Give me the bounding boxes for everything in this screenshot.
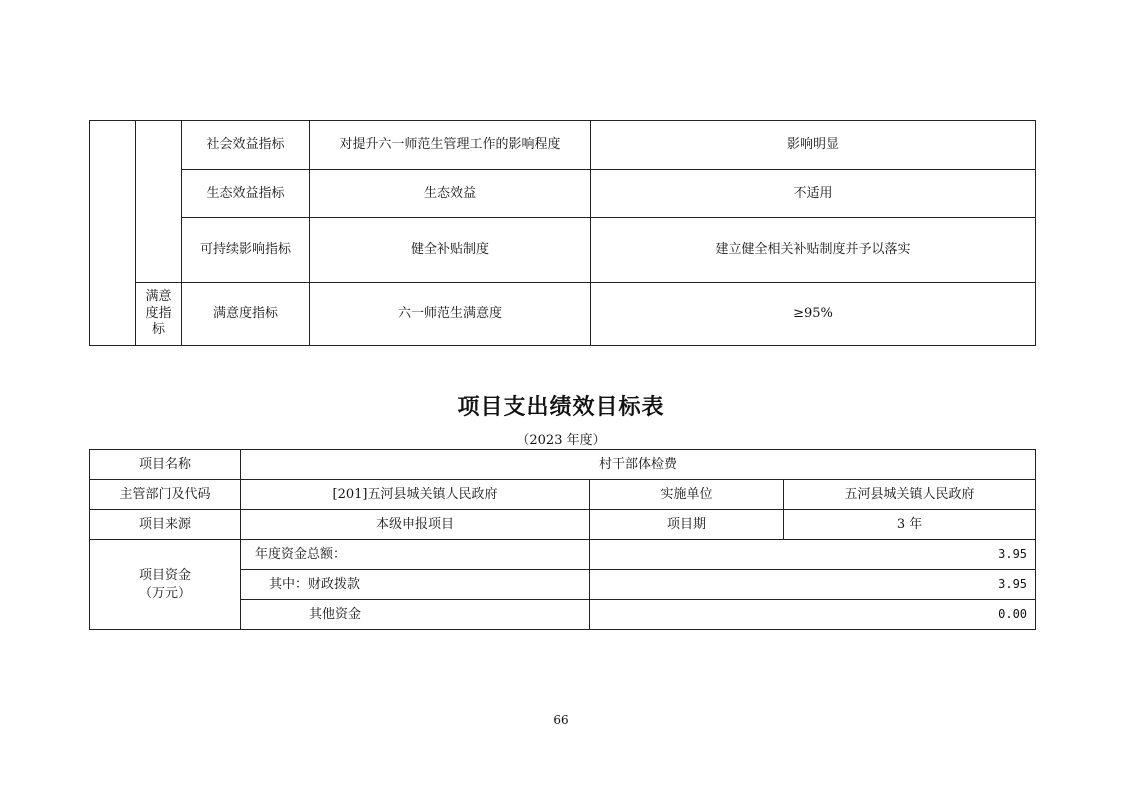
satisfaction-group-line: 标 [151,322,165,338]
category-cell: 可持续影响指标 [182,218,310,283]
indicator-table [89,120,1036,346]
annual-total-value: 3.95 [590,540,1036,570]
table-row [90,283,1036,346]
fiscal-value: 3.95 [590,570,1036,600]
category-cell: 社会效益指标 [182,121,310,170]
table-row [90,540,1036,570]
table-row [90,218,1036,283]
impl-label: 实施单位 [590,480,784,510]
level1-cell [90,121,136,346]
category-cell: 满意度指标 [182,283,310,346]
page-number: 66 [553,713,569,727]
table-row [90,121,1036,170]
satisfaction-group-cell [136,283,182,346]
table-row [90,450,1036,480]
indicator-cell: 六一师范生满意度 [310,283,591,346]
value-cell: 影响明显 [591,121,1036,170]
value-cell: 不适用 [591,170,1036,218]
period-label: 项目期 [590,510,784,540]
satisfaction-group-line: 度指 [145,305,172,321]
value-cell: ≥95% [591,283,1036,346]
dept-label: 主管部门及代码 [90,480,241,510]
value-cell: 建立健全相关补贴制度并予以落实 [591,218,1036,283]
annual-total-label: 年度资金总额： [241,540,590,570]
other-funds-value: 0.00 [590,600,1036,630]
table-row [90,480,1036,510]
indicator-cell: 健全补贴制度 [310,218,591,283]
period-value: 3 年 [784,510,1036,540]
funds-label [90,540,241,630]
funds-label-line: 项目资金 [138,567,191,583]
table-row [90,510,1036,540]
other-funds-label: 其他资金 [241,600,590,630]
source-label: 项目来源 [90,510,241,540]
funds-label-line: （万元） [138,585,191,601]
source-value: 本级申报项目 [241,510,590,540]
category-cell: 生态效益指标 [182,170,310,218]
satisfaction-group-line: 满意 [145,288,172,304]
indicator-cell: 生态效益 [310,170,591,218]
table-row [90,170,1036,218]
project-name-label: 项目名称 [90,450,241,480]
project-name-value: 村干部体检费 [241,450,1036,480]
page-subtitle: （2023 年度） [516,433,606,448]
level2-cell [136,121,182,283]
performance-target-table [89,449,1036,630]
indicator-cell: 对提升六一师范生管理工作的影响程度 [310,121,591,170]
impl-value: 五河县城关镇人民政府 [784,480,1036,510]
page-title: 项目支出绩效目标表 [457,395,665,420]
dept-value: [201]五河县城关镇人民政府 [241,480,590,510]
fiscal-label: 其中：财政拨款 [241,570,590,600]
